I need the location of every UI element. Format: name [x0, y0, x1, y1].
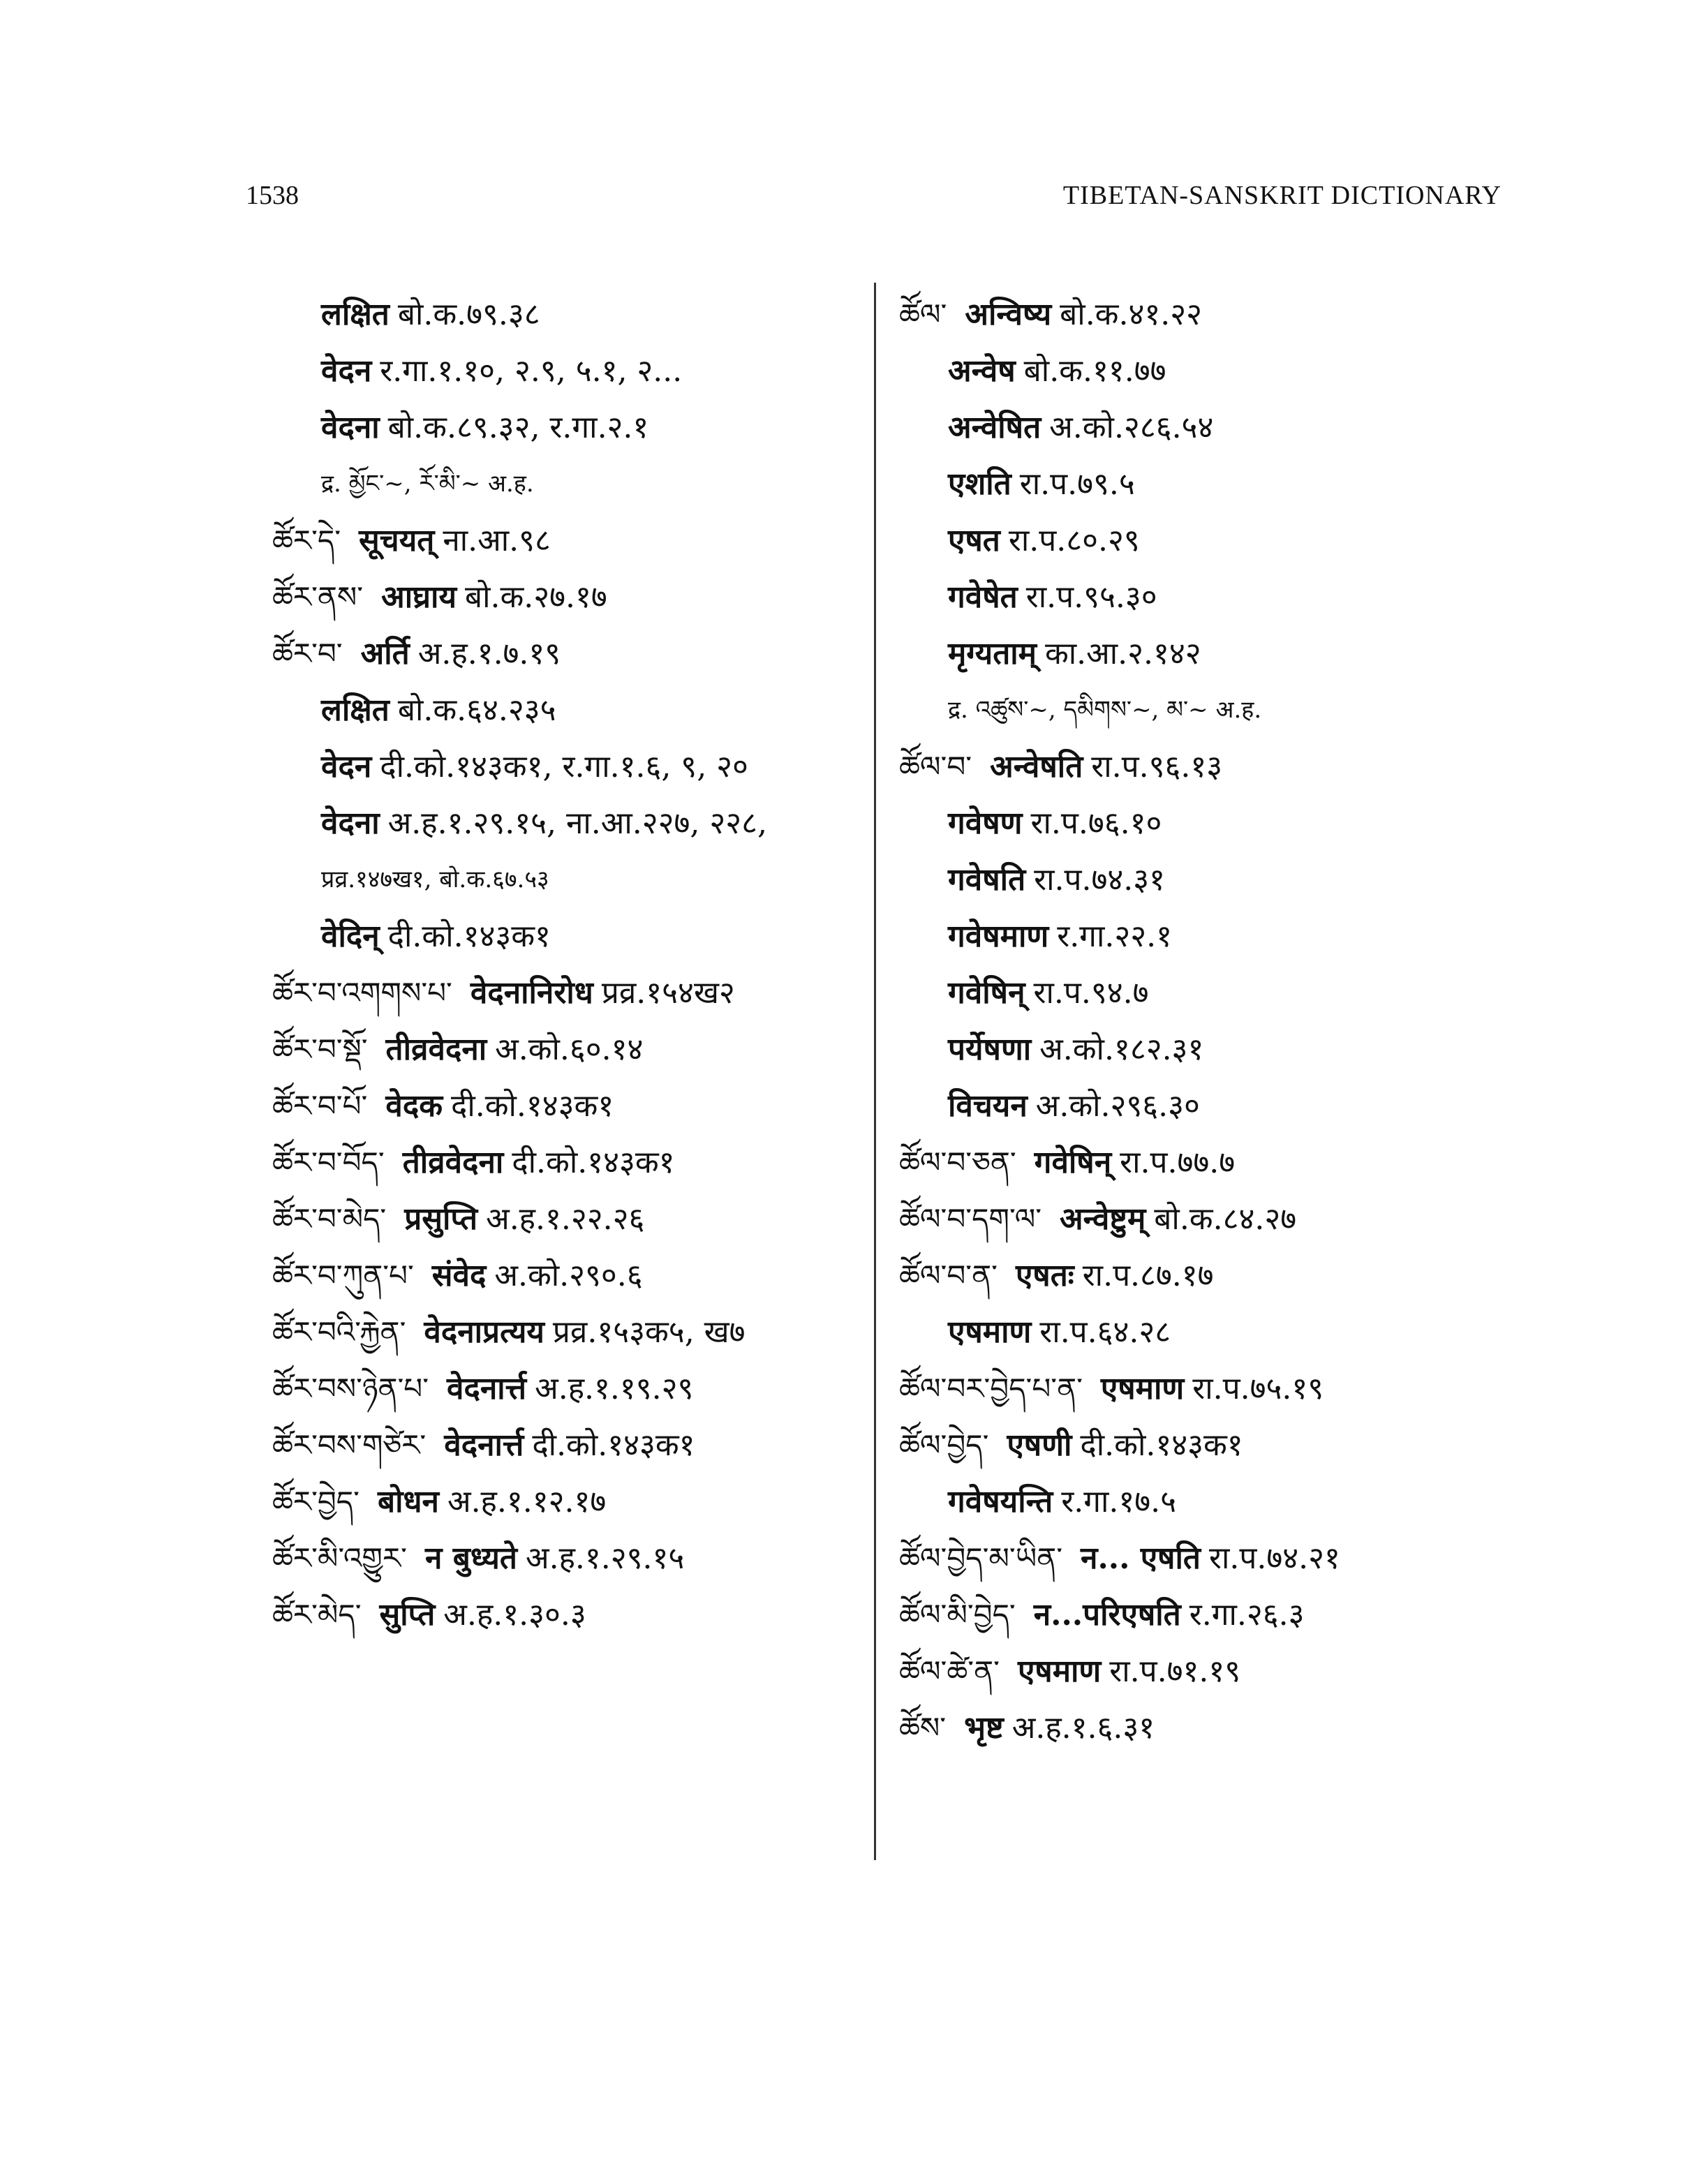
source-reference: अ.को.१८२.३१	[1039, 1032, 1204, 1067]
sanskrit-equivalent: तीव्रवेदना	[402, 1145, 504, 1180]
sanskrit-equivalent: विचयन	[948, 1088, 1028, 1124]
tibetan-headword: ཚོལ་བ་ཅན་	[899, 1145, 1016, 1180]
dictionary-entry	[899, 1021, 1485, 1078]
dictionary-entry	[899, 399, 1485, 456]
dictionary-entry	[899, 1587, 1485, 1643]
sanskrit-equivalent: गवेषण	[948, 805, 1023, 841]
dictionary-entry	[272, 965, 859, 1021]
sanskrit-equivalent: लक्षित	[321, 297, 390, 332]
left-column	[272, 286, 859, 1643]
source-reference: अ.को.२८६.५४	[1049, 410, 1214, 445]
dictionary-entry	[899, 682, 1485, 738]
tibetan-headword: ཚོལ་	[899, 297, 947, 332]
tibetan-headword: ཚོར་བས་ཉེན་པ་	[272, 1372, 429, 1406]
source-reference: द्र. མྱོང་~, རོ་མི་~ अ.ह.	[321, 470, 534, 498]
dictionary-entry	[899, 908, 1485, 965]
source-reference: अ.ह.१.३०.३	[443, 1597, 586, 1633]
dictionary-entry	[899, 1417, 1485, 1473]
tibetan-headword: ཚོར་མེད་	[272, 1598, 362, 1632]
dictionary-entry	[899, 286, 1485, 343]
tibetan-headword: ཚོལ་བ་དག་ལ་	[899, 1202, 1042, 1236]
source-reference: बो.क.११.७७	[1023, 353, 1166, 389]
source-reference: र.गा.१.१०, २.९, ५.१, २...	[380, 353, 683, 389]
tibetan-headword: ཚོལ་མི་བྱེད་	[899, 1598, 1016, 1632]
sanskrit-equivalent: वेदक	[385, 1088, 443, 1124]
dictionary-entry	[899, 1078, 1485, 1134]
sanskrit-equivalent: गवेषेत	[948, 579, 1018, 615]
source-reference: र.गा.२२.१	[1057, 919, 1172, 954]
sanskrit-equivalent: वेदनानिरोध	[470, 975, 593, 1011]
sanskrit-equivalent: संवेद	[431, 1258, 487, 1293]
sanskrit-equivalent: तीव्रवेदना	[385, 1032, 487, 1067]
sanskrit-equivalent: वेदनार्त्त	[444, 1427, 524, 1463]
dictionary-entry	[272, 1134, 859, 1191]
dictionary-entry	[899, 1700, 1485, 1756]
dictionary-entry	[899, 1530, 1485, 1587]
sanskrit-equivalent: गवेषयन्ति	[948, 1484, 1053, 1520]
sanskrit-equivalent: पर्येषणा	[948, 1032, 1032, 1067]
dictionary-entry	[272, 343, 859, 399]
dictionary-entry	[272, 456, 859, 512]
sanskrit-equivalent: अन्विष्य	[965, 297, 1052, 332]
dictionary-entry	[899, 852, 1485, 908]
running-header-title: TIBETAN-SANSKRIT DICTIONARY	[1062, 181, 1502, 210]
dictionary-entry	[899, 965, 1485, 1021]
sanskrit-equivalent: गवेषिन्	[1034, 1145, 1112, 1180]
sanskrit-equivalent: वेदना	[321, 805, 380, 841]
source-reference: प्रव्र.१५३क५, ख७	[552, 1314, 746, 1350]
sanskrit-equivalent: वेदन	[321, 353, 372, 389]
dictionary-entry	[272, 1021, 859, 1078]
source-reference: अ.को.२९६.३०	[1035, 1088, 1200, 1124]
source-reference: अ.ह.१.२९.१५, ना.आ.२२७, २२८,	[387, 805, 767, 841]
source-reference: दी.को.१४३क१	[387, 919, 551, 954]
source-reference: रा.प.७६.१०	[1030, 805, 1162, 841]
sanskrit-equivalent: एषमाण	[948, 1314, 1032, 1350]
tibetan-headword: ཚོར་བ་འགགས་པ་	[272, 976, 452, 1010]
source-reference: दी.को.१४३क१	[1080, 1427, 1243, 1463]
source-reference: का.आ.२.१४२	[1044, 636, 1201, 671]
dictionary-entry	[899, 1473, 1485, 1530]
dictionary-entry	[899, 512, 1485, 569]
tibetan-headword: ཚོལ་བར་བྱེད་པ་ན་	[899, 1372, 1083, 1406]
source-reference: रा.प.७५.१९	[1192, 1371, 1324, 1406]
sanskrit-equivalent: अन्वेषित	[948, 410, 1042, 445]
sanskrit-equivalent: वेदनाप्रत्यय	[424, 1314, 544, 1350]
source-reference: प्रव्र.१५४ख२	[601, 975, 735, 1011]
sanskrit-equivalent: अर्ति	[360, 636, 410, 671]
source-reference: रा.प.६४.२८	[1039, 1314, 1171, 1350]
sanskrit-equivalent: प्रसुप्ति	[404, 1201, 478, 1237]
source-reference: र.गा.२६.३	[1189, 1597, 1305, 1633]
dictionary-entry	[272, 1473, 859, 1530]
source-reference: रा.प.८०.२९	[1008, 523, 1140, 558]
sanskrit-equivalent: भृष्ट	[964, 1710, 1004, 1746]
tibetan-headword: ཚོར་བ་	[272, 637, 343, 671]
source-reference: अ.ह.१.१२.१७	[447, 1484, 607, 1520]
dictionary-entry	[272, 286, 859, 343]
tibetan-headword: ཚོར་བའི་རྐྱེན་	[272, 1315, 406, 1349]
sanskrit-equivalent: न बुध्यते	[424, 1540, 517, 1576]
tibetan-headword: ཚོར་བ་མེད་	[272, 1202, 387, 1236]
source-reference: रा.प.८७.१७	[1082, 1258, 1214, 1293]
source-reference: रा.प.७४.३१	[1034, 862, 1166, 898]
dictionary-entry	[272, 1247, 859, 1304]
tibetan-headword: ཚོལ་བ་	[899, 750, 972, 784]
dictionary-entry	[272, 908, 859, 965]
sanskrit-equivalent: गवेषति	[948, 862, 1026, 898]
dictionary-entry	[272, 512, 859, 569]
right-column	[899, 286, 1485, 1756]
source-reference: दी.को.१४३क१, र.गा.१.६, ९, २०	[380, 749, 748, 785]
dictionary-entry	[899, 343, 1485, 399]
dictionary-entry	[272, 738, 859, 795]
source-reference: अ.ह.१.२९.१५	[525, 1540, 685, 1576]
dictionary-entry	[272, 1304, 859, 1360]
dictionary-entry	[272, 852, 859, 908]
sanskrit-equivalent: सुप्ति	[379, 1597, 436, 1633]
dictionary-entry	[899, 1247, 1485, 1304]
source-reference: रा.प.९६.१३	[1091, 749, 1223, 785]
dictionary-entry	[272, 399, 859, 456]
sanskrit-equivalent: मृग्यताम्	[948, 636, 1037, 671]
dictionary-entry	[899, 1304, 1485, 1360]
dictionary-entry	[899, 569, 1485, 625]
sanskrit-equivalent: अन्वेष	[948, 353, 1016, 389]
sanskrit-equivalent: लक्षित	[321, 692, 390, 728]
tibetan-headword: ཚོར་དེ་	[272, 523, 341, 558]
dictionary-entry	[272, 1360, 859, 1417]
source-reference: बो.क.२७.१७	[464, 579, 607, 615]
dictionary-entry	[272, 569, 859, 625]
source-reference: रा.प.७९.५	[1019, 466, 1135, 502]
source-reference: रा.प.७७.७	[1120, 1145, 1236, 1180]
tibetan-headword: ཚོལ་བ་ན་	[899, 1258, 998, 1293]
sanskrit-equivalent: न... एषति	[1081, 1540, 1201, 1576]
sanskrit-equivalent: गवेषिन्	[948, 975, 1025, 1011]
source-reference: बो.क.८४.२७	[1154, 1201, 1297, 1237]
source-reference: अ.को.२९०.६	[494, 1258, 643, 1293]
dictionary-entry	[272, 1078, 859, 1134]
source-reference: दी.को.१४३क१	[451, 1088, 614, 1124]
sanskrit-equivalent: अन्वेषति	[990, 749, 1083, 785]
dictionary-entry	[899, 1643, 1485, 1700]
dictionary-entry	[272, 1417, 859, 1473]
tibetan-headword: ཚོར་བྱེད་	[272, 1485, 360, 1519]
source-reference: ना.आ.९८	[443, 523, 551, 558]
sanskrit-equivalent: बोधन	[377, 1484, 439, 1520]
tibetan-headword: ཚོར་བ་ཀུན་པ་	[272, 1258, 414, 1293]
dictionary-entry	[899, 1134, 1485, 1191]
tibetan-headword: ཚོར་བ་བོད་	[272, 1145, 385, 1180]
tibetan-headword: ཚོལ་ཚེ་ན་	[899, 1654, 1000, 1688]
source-reference: रा.प.७४.२१	[1208, 1540, 1340, 1576]
dictionary-entry	[899, 738, 1485, 795]
tibetan-headword: ཚོལ་བྱེད་	[899, 1428, 989, 1462]
sanskrit-equivalent: एषमाण	[1100, 1371, 1185, 1406]
source-reference: दी.को.१४३क१	[512, 1145, 675, 1180]
source-reference: र.गा.१७.५	[1061, 1484, 1176, 1520]
dictionary-entry	[899, 625, 1485, 682]
dictionary-entry	[272, 625, 859, 682]
source-reference: रा.प.७१.१९	[1109, 1654, 1241, 1689]
source-reference: द्र. འཚུས་~, དམིགས་~, མ་~ अ.ह.	[948, 696, 1262, 724]
source-reference: बो.क.४१.२२	[1060, 297, 1202, 332]
sanskrit-equivalent: वेदिन्	[321, 919, 380, 954]
tibetan-headword: ཚོར་བ་སྡོ་	[272, 1032, 368, 1067]
source-reference: अ.ह.१.१९.२९	[535, 1371, 694, 1406]
sanskrit-equivalent: वेदना	[321, 410, 380, 445]
dictionary-entry	[272, 1587, 859, 1643]
source-reference: बो.क.६४.२३५	[397, 692, 556, 728]
sanskrit-equivalent: अन्वेष्टुम्	[1060, 1201, 1146, 1237]
sanskrit-equivalent: आघ्राय	[381, 579, 457, 615]
tibetan-headword: ཚོས་	[899, 1711, 947, 1745]
dictionary-entry	[272, 1191, 859, 1247]
source-reference: रा.प.९४.७	[1033, 975, 1149, 1011]
tibetan-headword: ཚོར་བ་པོ་	[272, 1089, 368, 1123]
source-reference: दी.को.१४३क१	[532, 1427, 695, 1463]
sanskrit-equivalent: वेदन	[321, 749, 372, 785]
dictionary-entry	[899, 795, 1485, 852]
sanskrit-equivalent: सूचयत्	[359, 523, 435, 558]
column-divider	[874, 283, 876, 1860]
tibetan-headword: ཚོལ་བྱེད་མ་ཡིན་	[899, 1541, 1063, 1575]
sanskrit-equivalent: एषणी	[1007, 1427, 1072, 1463]
dictionary-entry	[272, 682, 859, 738]
dictionary-entry	[272, 795, 859, 852]
source-reference: बो.क.७९.३८	[397, 297, 540, 332]
sanskrit-equivalent: एषत	[948, 523, 1000, 558]
sanskrit-equivalent: न...परिएषति	[1033, 1597, 1181, 1633]
dictionary-entry	[899, 1191, 1485, 1247]
sanskrit-equivalent: वेदनार्त्त	[447, 1371, 527, 1406]
source-reference: अ.ह.१.६.३१	[1011, 1710, 1155, 1746]
dictionary-entry	[899, 456, 1485, 512]
source-reference: अ.ह.१.७.१९	[417, 636, 561, 671]
dictionary-entry	[272, 1530, 859, 1587]
tibetan-headword: ཚོར་མི་འགྱུར་	[272, 1541, 407, 1575]
sanskrit-equivalent: एषतः	[1015, 1258, 1074, 1293]
source-reference: प्रव्र.१४७ख१, बो.क.६७.५३	[321, 866, 549, 893]
tibetan-headword: ཚོར་ནས་	[272, 580, 364, 614]
dictionary-entry	[899, 1360, 1485, 1417]
tibetan-headword: ཚོར་བས་གཙེར་	[272, 1428, 427, 1462]
sanskrit-equivalent: एशति	[948, 466, 1011, 502]
sanskrit-equivalent: एषमाण	[1017, 1654, 1102, 1689]
page-number: 1538	[246, 181, 299, 210]
source-reference: अ.ह.१.२२.२६	[486, 1201, 645, 1237]
source-reference: बो.क.८९.३२, र.गा.२.१	[387, 410, 649, 445]
source-reference: रा.प.९५.३०	[1025, 579, 1157, 615]
sanskrit-equivalent: गवेषमाण	[948, 919, 1049, 954]
source-reference: अ.को.६०.१४	[495, 1032, 644, 1067]
